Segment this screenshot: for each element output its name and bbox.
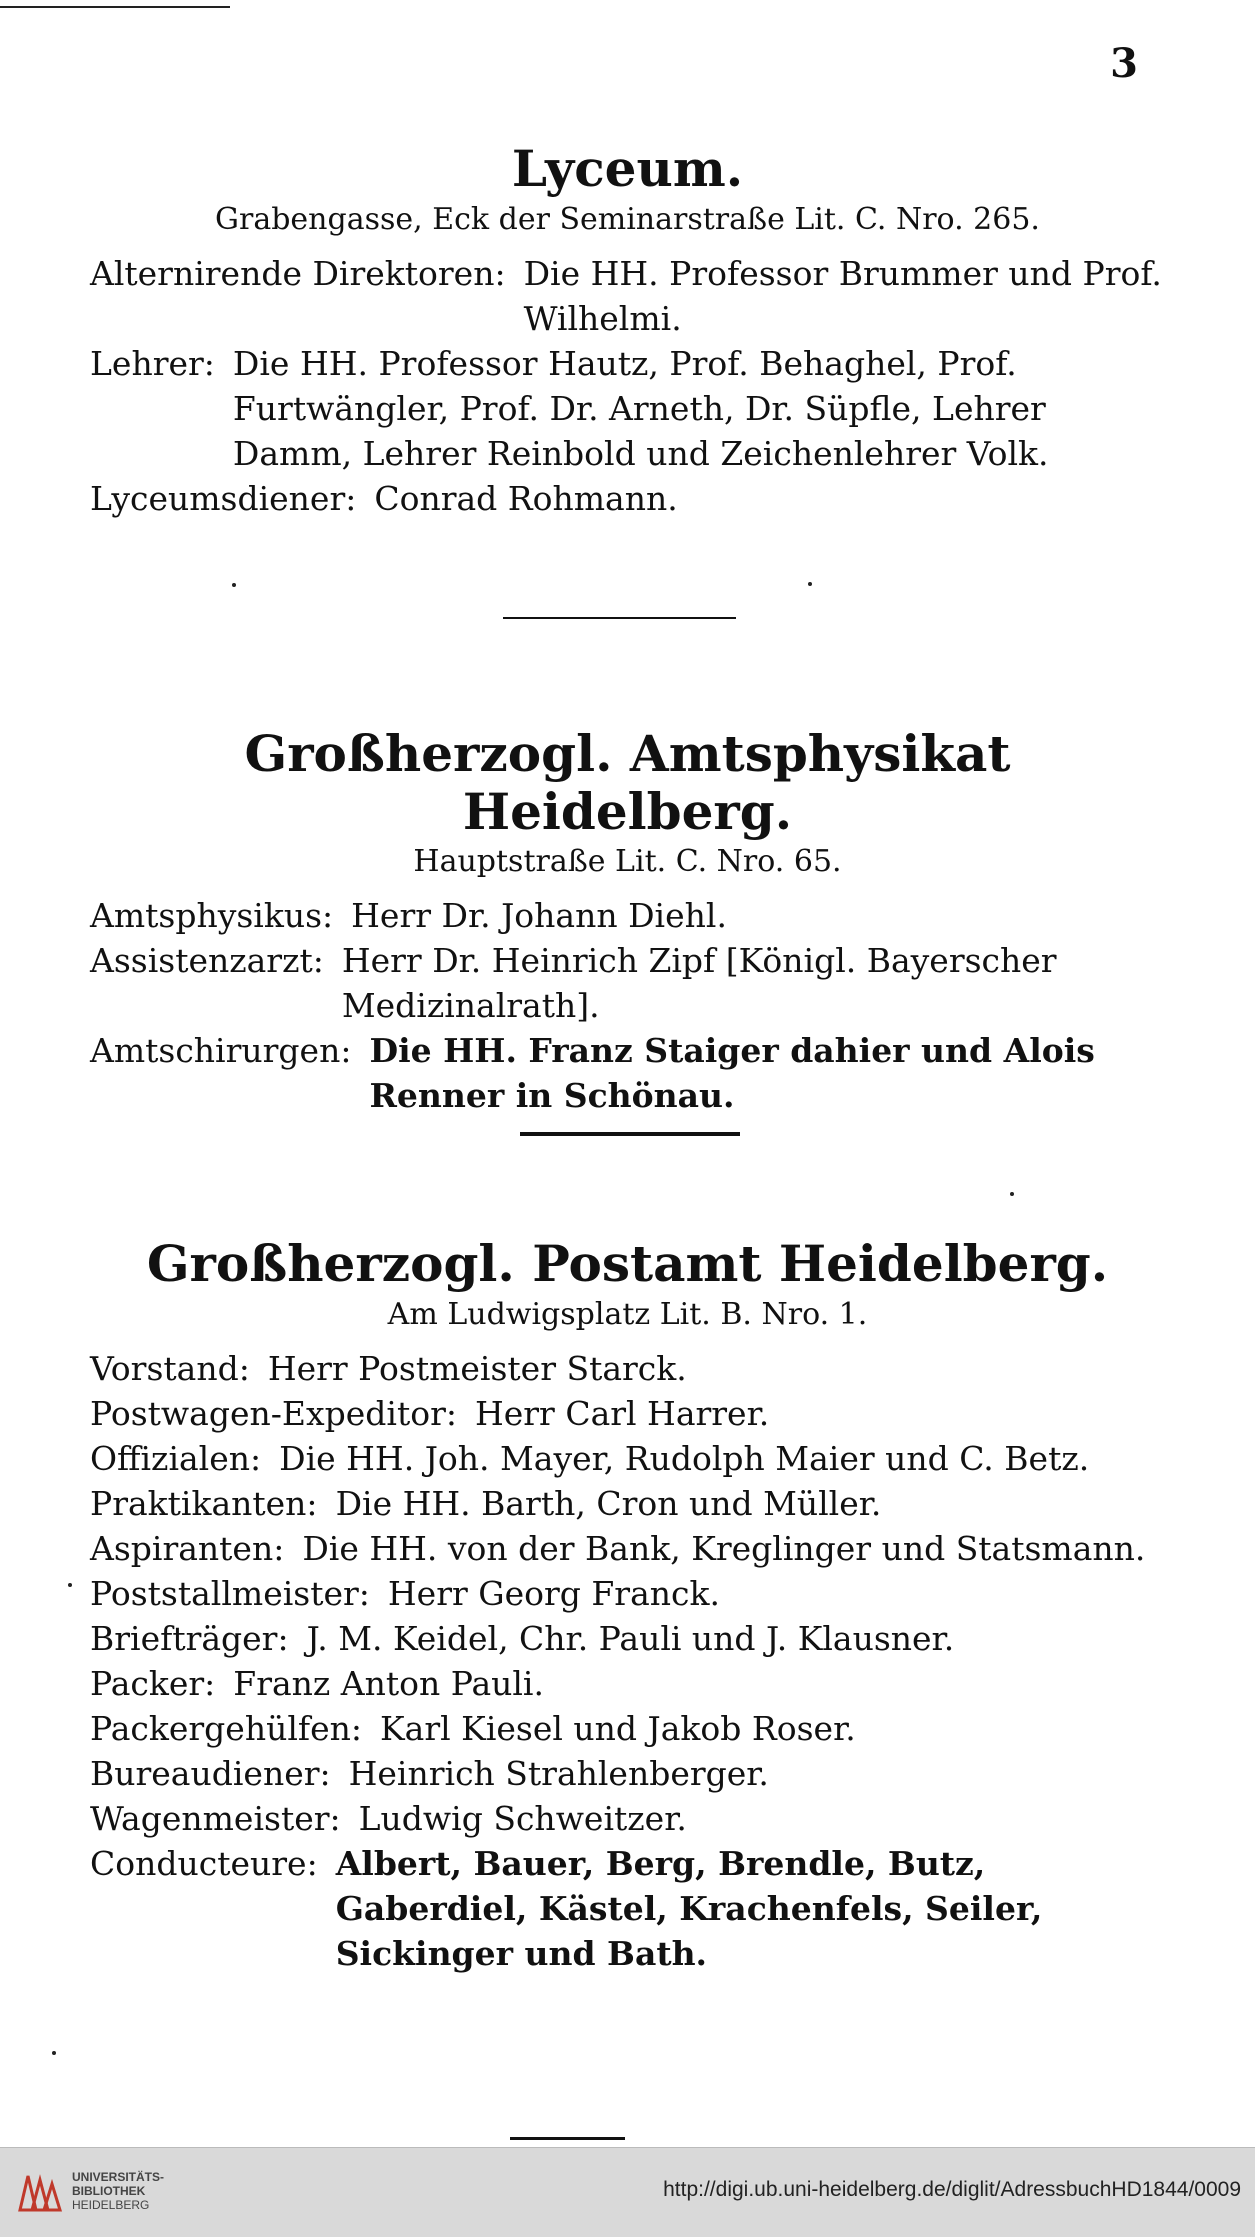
entry-value: Heinrich Strahlenberger. — [348, 1753, 769, 1793]
entry-label: Packer: — [90, 1663, 216, 1703]
entry-value: Herr Postmeister Starck. — [267, 1348, 687, 1388]
entry-letter-carriers — [90, 1616, 1165, 1661]
entry-label: Conducteure: — [90, 1843, 318, 1883]
entry-label: Packergehülfen: — [90, 1708, 363, 1748]
library-logo-text — [72, 2170, 164, 2212]
entry-directors — [90, 251, 1165, 341]
section-divider — [503, 617, 736, 619]
entry-label: Postwagen-Expeditor: — [90, 1393, 457, 1433]
entry-value: Herr Dr. Heinrich Zipf [Königl. Bayerscher Medizinalrath]. — [341, 941, 1057, 1025]
footer-bar — [0, 2147, 1255, 2237]
section-address: Am Ludwigsplatz Lit. B. Nro. 1. — [387, 1296, 868, 1332]
entry-value: Die HH. von der Bank, Kreglinger und Statsmann. — [302, 1528, 1146, 1568]
entry-label: Amtsphysikus: — [90, 896, 334, 935]
entry-label: Aspiranten: — [90, 1528, 285, 1568]
logo-line: UNIVERSITÄTS- — [72, 2170, 165, 2184]
entry-value: Die HH. Professor Hautz, Prof. Behaghel, Prof. Furtwängler, Prof. Dr. Arneth, Dr. Süpfle, Lehrer Damm, Lehrer Reinbold und Zeichenlehrer Volk. — [232, 343, 1049, 473]
entry-label: Briefträger: — [90, 1618, 289, 1658]
entry-stablemaster — [90, 1571, 1165, 1616]
entry-value: Die HH. Professor Brummer und Prof. Wilhelmi. — [523, 253, 1162, 338]
top-edge-rule — [0, 6, 230, 8]
entry-value: Herr Dr. Johann Diehl. — [351, 896, 727, 935]
section-title: Großherzogl. Postamt Heidelberg. — [146, 1234, 1109, 1293]
print-speck — [1010, 1192, 1014, 1196]
bottom-rule — [510, 2137, 625, 2140]
library-logo-icon — [14, 2166, 64, 2216]
entry-physician — [90, 893, 1165, 938]
entry-assistant — [90, 938, 1165, 1028]
entry-value: Conrad Rohmann. — [374, 478, 678, 518]
entry-value: Die HH. Joh. Mayer, Rudolph Maier und C. Betz. — [279, 1438, 1090, 1478]
entry-expeditor — [90, 1391, 1165, 1436]
entry-label: Wagenmeister: — [90, 1798, 341, 1838]
section-postamt — [90, 1235, 1165, 1976]
entry-packer — [90, 1661, 1165, 1706]
entry-wagon-master — [90, 1796, 1165, 1841]
entry-value: Die HH. Barth, Cron und Müller. — [335, 1483, 882, 1523]
entry-value: Albert, Bauer, Berg, Brendle, Butz, Gaberdiel, Kästel, Krachenfels, Seiler, Sickinger und Bath. — [335, 1843, 1043, 1973]
entry-label: Offizialen: — [90, 1438, 262, 1478]
entry-officials — [90, 1436, 1165, 1481]
entry-value: Die HH. Franz Staiger dahier und Alois Renner in Schönau. — [369, 1031, 1095, 1115]
entry-value: Herr Georg Franck. — [387, 1573, 720, 1613]
entry-packer-assistants — [90, 1706, 1165, 1751]
entry-label: Lehrer: — [90, 343, 215, 383]
entry-aspirants — [90, 1526, 1165, 1571]
entry-value: Karl Kiesel und Jakob Roser. — [380, 1708, 856, 1748]
section-title: Großherzogl. Amtsphysikat Heidelberg. — [244, 724, 1011, 841]
entry-label: Poststallmeister: — [90, 1573, 370, 1613]
logo-line: BIBLIOTHEK — [72, 2184, 146, 2198]
print-speck — [52, 2051, 56, 2055]
entry-value: J. M. Keidel, Chr. Pauli und J. Klausner. — [306, 1618, 955, 1658]
entry-label: Alternirende Direktoren: — [90, 253, 506, 293]
section-divider — [520, 1132, 740, 1136]
entry-label: Vorstand: — [90, 1348, 250, 1388]
entry-head — [90, 1346, 1165, 1391]
print-speck — [232, 583, 236, 587]
entry-value: Franz Anton Pauli. — [233, 1663, 544, 1703]
entry-label: Assistenzarzt: — [90, 941, 324, 980]
entry-label: Bureaudiener: — [90, 1753, 331, 1793]
entry-teachers — [90, 341, 1165, 476]
print-speck — [68, 1583, 72, 1587]
entry-value: Ludwig Schweitzer. — [358, 1798, 687, 1838]
entry-surgeons — [90, 1028, 1165, 1118]
entry-label: Amtschirurgen: — [90, 1031, 352, 1070]
print-speck — [808, 582, 812, 586]
section-title: Lyceum. — [511, 139, 744, 198]
entry-label: Lyceumsdiener: — [90, 478, 357, 518]
entry-label: Praktikanten: — [90, 1483, 318, 1523]
logo-line: HEIDELBERG — [72, 2198, 150, 2212]
entry-office-servant — [90, 1751, 1165, 1796]
entry-value: Herr Carl Harrer. — [474, 1393, 770, 1433]
page-number: 3 — [1110, 40, 1138, 87]
section-address: Grabengasse, Eck der Seminarstraße Lit. C. Nro. 265. — [215, 201, 1040, 237]
source-url-link[interactable]: http://digi.ub.uni-heidelberg.de/diglit/AdressbuchHD1844/0009 — [663, 2178, 1241, 2201]
section-address: Hauptstraße Lit. C. Nro. 65. — [413, 844, 842, 879]
entry-trainees — [90, 1481, 1165, 1526]
entry-conductors — [90, 1841, 1165, 1976]
section-amtsphysikat — [90, 725, 1165, 1118]
section-lyceum — [90, 140, 1165, 521]
entry-servant — [90, 476, 1165, 521]
